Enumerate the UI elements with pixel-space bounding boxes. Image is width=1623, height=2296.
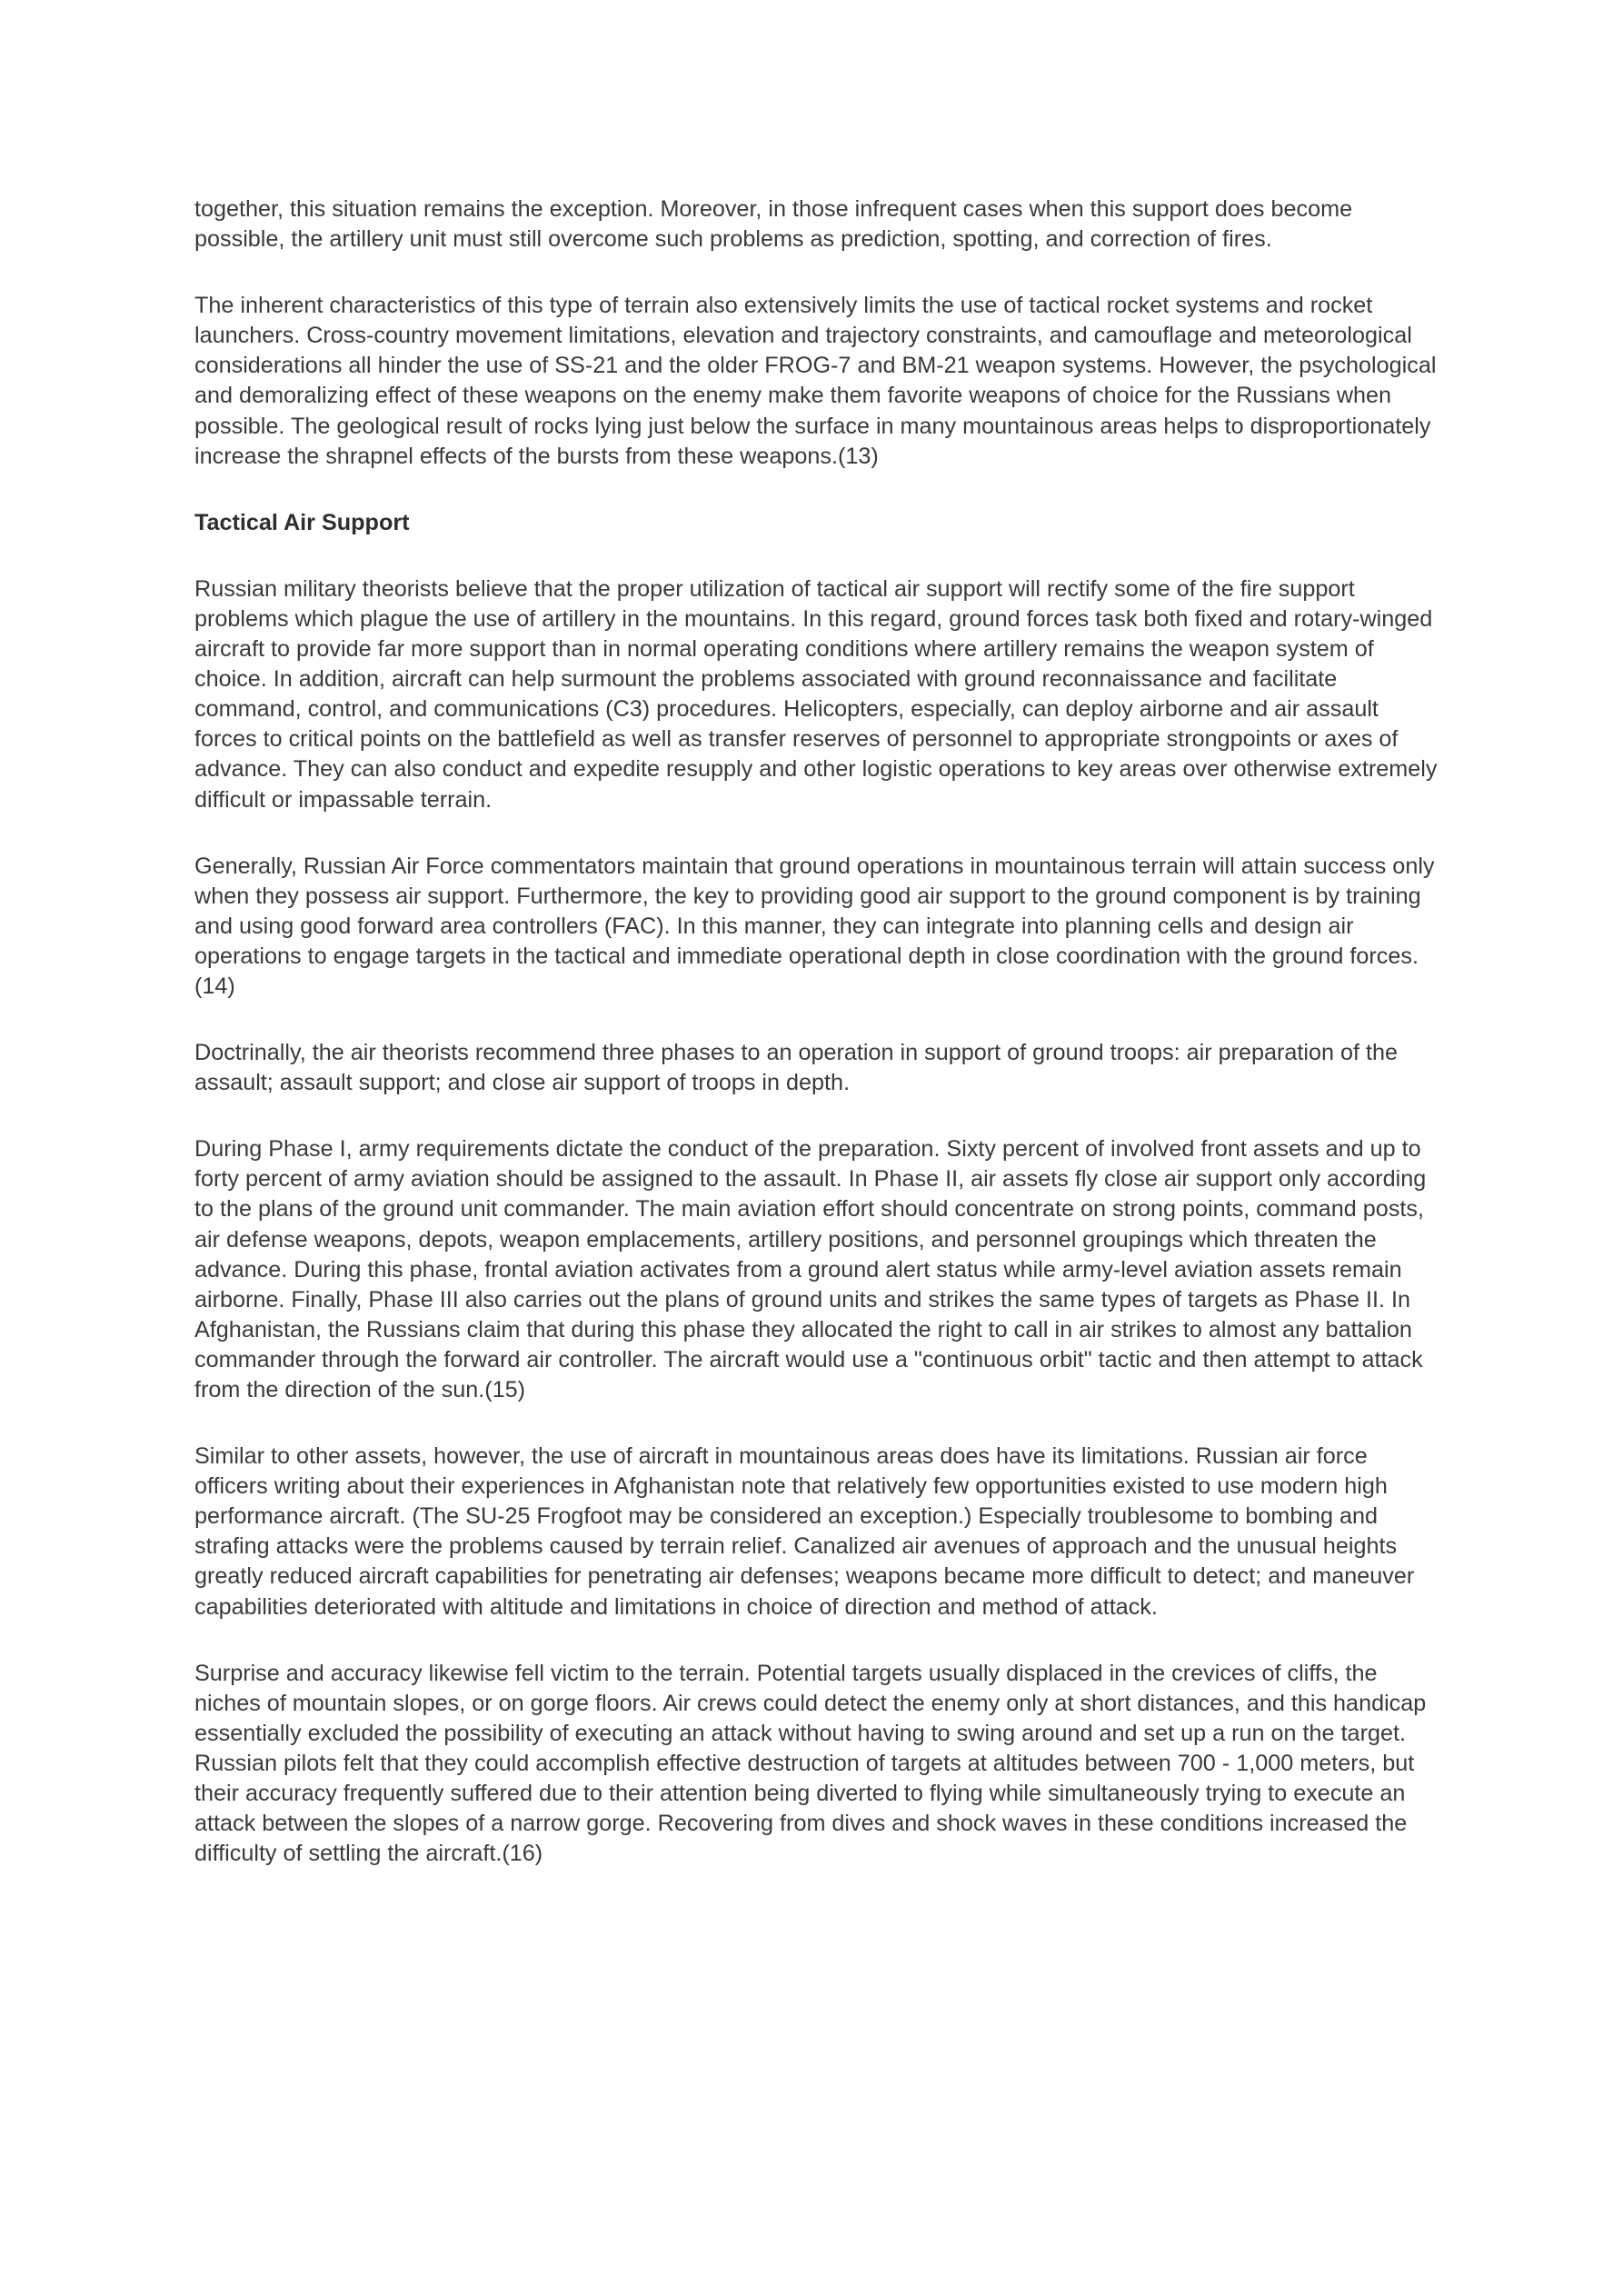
paragraph-surprise-accuracy: Surprise and accuracy likewise fell victim to the terrain. Potential targets usually displaced in the crevices of cliffs, the niches of mountain slopes, or on gorge floors. Air crews could detect the enemy only at short distances, and this handicap essentially excluded the possibility of executing an attack without having to swing around and set up a run on the target. Russian pilots felt that they could accomplish effective destruction of targets at altitudes between 700 - 1,000 meters, but their accuracy frequently suffered due to their attention being diverted to flying while simultaneously trying to execute an attack between the slopes of a narrow gorge. Recovering from dives and shock waves in these conditions increased the difficulty of settling the aircraft.(16) <box>194 1660 1427 1867</box>
paragraph-aircraft-limitations: Similar to other assets, however, the use of aircraft in mountainous areas does have its limitations. Russian air force officers writing about their experiences in Afghanistan note that relatively few opportunities existed to use modern high performance aircraft. (The SU-25 Frogfoot may be considered an exception.) Especially troublesome to bombing and strafing attacks were the problems caused by terrain relief. Canalized air avenues of approach and the unusual heights greatly reduced aircraft capabilities for penetrating air defenses; weapons became more difficult to detect; and maneuver capabilities deteriorated with altitude and limitations in choice of direction and method of attack. <box>194 1443 1415 1620</box>
paragraph-artillery-exception: together, this situation remains the exception. Moreover, in those infrequent cases when this support does become possible, the artillery unit must still overcome such problems as prediction, spotting, and correction of fires. <box>194 196 1353 253</box>
section-heading-tactical-air-support: Tactical Air Support <box>194 509 410 535</box>
paragraph-phase-details: During Phase I, army requirements dictate the conduct of the preparation. Sixty percent of involved front assets and up to forty percent of army aviation should be assigned to the assault. In Phase II, air assets fly close air support only according to the plans of the ground unit commander. The main aviation effort should concentrate on strong points, command posts, air defense weapons, depots, weapon emplacements, artillery positions, and personnel groupings which threaten the advance. During this phase, frontal aviation activates from a ground alert status while army-level aviation assets remain airborne. Finally, Phase III also carries out the plans of ground units and strikes the same types of targets as Phase II. In Afghanistan, the Russians claim that during this phase they allocated the right to call in air strikes to almost any battalion commander through the forward air controller. The aircraft would use a "continuous orbit" tactic and then attempt to attack from the direction of the sun.(15) <box>194 1136 1427 1403</box>
paragraph-air-support-theory: Russian military theorists believe that the proper utilization of tactical air support will rectify some of the fire support problems which plague the use of artillery in the mountains. In this regard, ground forces task both fixed and rotary-winged aircraft to provide far more support than in normal operating conditions where artillery remains the weapon system of choice. In addition, aircraft can help surmount the problems associated with ground reconnaissance and facilitate command, control, and communications (C3) procedures. Helicopters, especially, can deploy airborne and air assault forces to critical points on the battlefield as well as transfer reserves of personnel to appropriate strongpoints or axes of advance. They can also conduct and expedite resupply and other logistic operations to key areas over otherwise extremely difficult or impassable terrain. <box>194 575 1438 813</box>
paragraph-air-force-commentators: Generally, Russian Air Force commentators maintain that ground operations in mountainous terrain will attain success only when they possess air support. Furthermore, the key to providing good air support to the ground component is by training and using good forward area controllers (FAC). In this manner, they can integrate into planning cells and design air operations to engage targets in the tactical and immediate operational depth in close coordination with the ground forces.(14) <box>194 853 1435 999</box>
paragraph-rocket-systems: The inherent characteristics of this type of terrain also extensively limits the use of tactical rocket systems and rocket launchers. Cross-country movement limitations, elevation and trajectory constraints, and camouflage and meteorological considerations all hinder the use of SS-21 and the older FROG-7 and BM-21 weapon systems. However, the psychological and demoralizing effect of these weapons on the enemy make them favorite weapons of choice for the Russians when possible. The geological result of rocks lying just below the surface in many mountainous areas helps to disproportionately increase the shrapnel effects of the bursts from these weapons.(13) <box>194 293 1437 469</box>
document-page <box>194 195 1439 1905</box>
paragraph-three-phases: Doctrinally, the air theorists recommend three phases to an operation in support of ground troops: air preparation of the assault; assault support; and close air support of troops in depth. <box>194 1040 1399 1096</box>
